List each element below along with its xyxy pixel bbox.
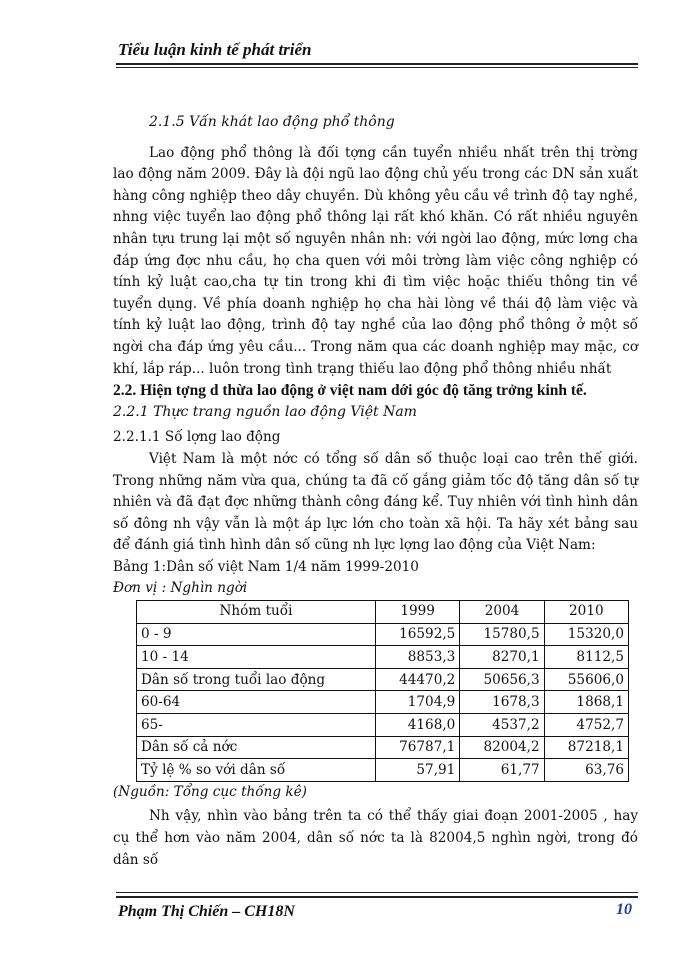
table-caption: Bảng 1:Dân số việt Nam 1/4 năm 1999-2010 [113, 558, 419, 575]
table-row [137, 736, 629, 759]
table-row [137, 646, 629, 669]
cell-2004: 4537,2 [460, 714, 544, 737]
table-header-row [137, 601, 629, 624]
cell-1999: 1704,9 [376, 691, 460, 714]
footer-rule [116, 896, 638, 898]
cell-2004: 50656,3 [460, 668, 544, 691]
cell-2010: 8112,5 [544, 646, 628, 669]
section-2-2-heading: 2.2. Hiện tợng d thừa lao động ở việt nam dới góc độ tăng trởng kinh tế. [113, 382, 587, 400]
cell-1999: 44470,2 [376, 668, 460, 691]
header-rule-thin [116, 67, 638, 68]
population-table [136, 600, 629, 782]
cell-1999: 57,91 [376, 759, 460, 782]
row-label: 60-64 [137, 691, 376, 714]
section-2-1-5-heading: 2.1.5 Vấn khát lao động phổ thông [149, 114, 395, 130]
footer-author: Phạm Thị Chiến – CH18N [118, 903, 295, 920]
cell-2010: 63,76 [544, 759, 628, 782]
header-rule [116, 63, 638, 65]
table-row [137, 714, 629, 737]
row-label: 10 - 14 [137, 646, 376, 669]
page-number: 10 [616, 901, 632, 918]
cell-1999: 8853,3 [376, 646, 460, 669]
cell-2010: 1868,1 [544, 691, 628, 714]
cell-2004: 61,77 [460, 759, 544, 782]
cell-2010: 87218,1 [544, 736, 628, 759]
row-label: 65- [137, 714, 376, 737]
section-2-1-5-paragraph: Lao động phổ thông là đối tợng cần tuyển nhiều nhất trên thị trờng lao động năm 2009. Đây là đội ngũ lao động chủ yếu trong các DN sản xuất hàng công nghiệp theo dây chuyền. Dù không yêu cầu về trình độ tay nghề, nhng việc tuyển lao động phổ thông lại rất khó khăn. Có rất nhiều nguyên nhân tựu trung lại một số nguyên nhân nh: với ngời lao động, mức lơng cha đáp ứng đợc nhu cầu, họ cha quen với môi trờng làm việc công nghiệp có tính kỷ luật cao,cha tự tin trong khi đi tìm việc hoặc thiếu thông tin về tuyển dụng. Về phía doanh nghiệp họ cha hài lòng về thái độ làm việc và tính kỷ luật lao động, trình độ tay nghề của lao động phổ thông ở một số ngời cha đáp ứng yêu cầu... Trong năm qua các doanh nghiệp may mặc, cơ khí, lắp ráp... luôn trong tình trạng thiếu lao động phổ thông nhiều nhất [113, 144, 638, 377]
row-label: Dân số cả nớc [137, 736, 376, 759]
header-cell-2004: 2004 [460, 601, 544, 624]
closing-paragraph: Nh vậy, nhìn vào bảng trên ta có thể thấy giai đoạn 2001-2005 , hay cụ thể hơn vào năm 2004, dân số nớc ta là 82004,5 nghìn ngời, trong đó dân số [113, 808, 638, 868]
cell-2004: 15780,5 [460, 623, 544, 646]
table-row [137, 668, 629, 691]
cell-2004: 8270,1 [460, 646, 544, 669]
table-unit: Đơn vị : Nghìn ngời [113, 580, 248, 597]
table-row [137, 759, 629, 782]
cell-2010: 15320,0 [544, 623, 628, 646]
section-2-2-1-heading: 2.2.1 Thực trang nguồn lao động Việt Nam [113, 403, 417, 420]
table-row [137, 623, 629, 646]
cell-2004: 1678,3 [460, 691, 544, 714]
table-row [137, 691, 629, 714]
footer-rule-thin [116, 892, 638, 893]
header-cell-1999: 1999 [376, 601, 460, 624]
cell-2004: 82004,2 [460, 736, 544, 759]
table-source: (Nguồn: Tổng cục thống kê) [113, 783, 307, 800]
cell-1999: 76787,1 [376, 736, 460, 759]
row-label: 0 - 9 [137, 623, 376, 646]
section-2-2-1-1-paragraph: Việt Nam là một nớc có tổng số dân số thuộc loại cao trên thế giới. Trong những năm vừa qua, chúng ta đã cố gắng giảm tốc độ tăng dân số tự nhiên và đã đạt đợc những thành công đáng kể. Tuy nhiên với tình hình dân số đông nh vậy vẫn là một áp lực lớn cho toàn xã hội. Ta hãy xét bảng sau để đánh giá tình hình dân số cũng nh lực lợng lao động của Việt Nam: [113, 450, 638, 554]
header-cell-2010: 2010 [544, 601, 628, 624]
header-title: Tiểu luận kinh tế phát triển [118, 40, 312, 59]
row-label: Dân số trong tuổi lao động [137, 668, 376, 691]
cell-2010: 55606,0 [544, 668, 628, 691]
header-cell-age-group: Nhóm tuổi [137, 601, 376, 624]
cell-1999: 4168,0 [376, 714, 460, 737]
page-body [113, 112, 638, 871]
section-2-2-1-1-heading: 2.2.1.1 Số lợng lao động [113, 429, 281, 446]
cell-2010: 4752,7 [544, 714, 628, 737]
cell-1999: 16592,5 [376, 623, 460, 646]
row-label: Tỷ lệ % so với dân số [137, 759, 376, 782]
